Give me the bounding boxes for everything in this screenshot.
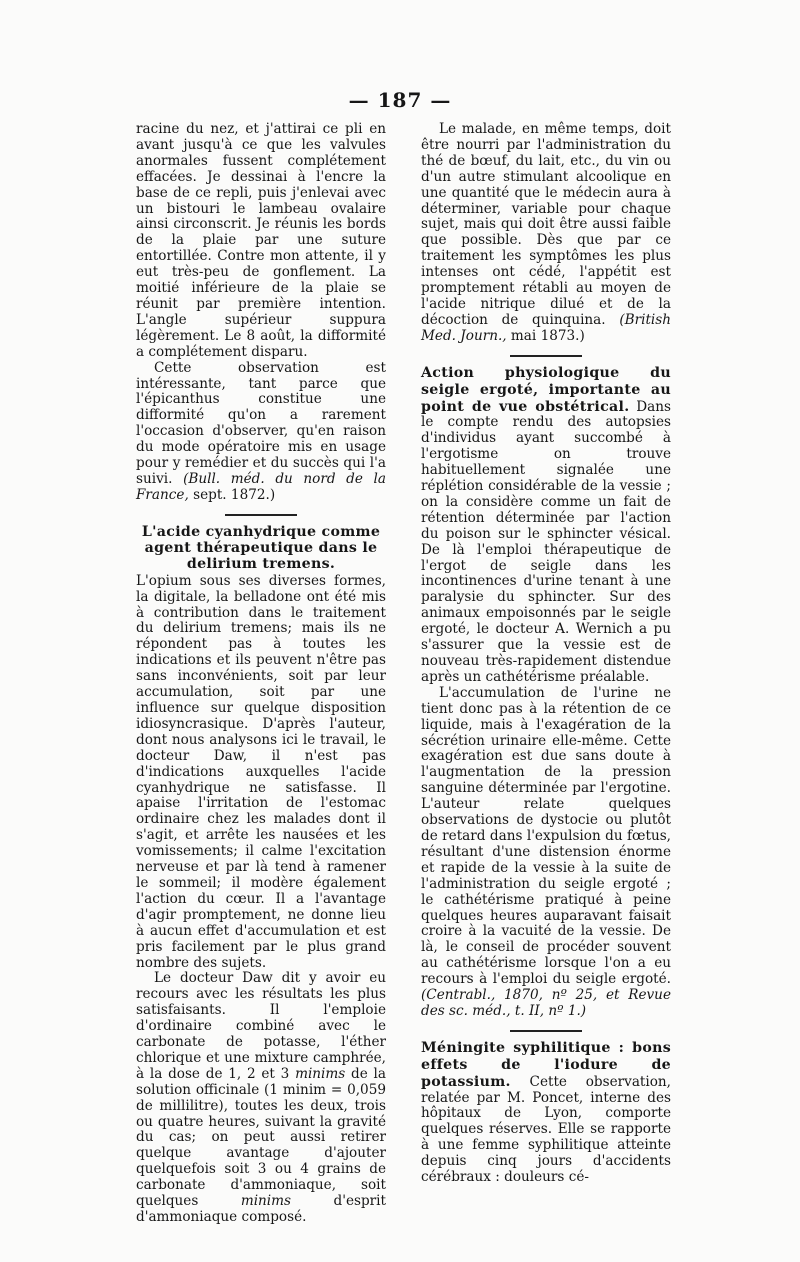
seigle-text: Dans le compte rendu des autopsies d'individus ayant succombé à l'ergotisme on trouve habituellement signalée une réplétion considérable de la vessie ; on la considère comme un fait de rétention déterminée par l'action du poison sur le sphincter vésical. De là l'emploi thérapeutique de l'ergot de seigle dans les incontinences d'urine tenant à une paralysie du sphincter. Sur des animaux empoisonnés par le seigle ergoté, le docteur A. Wernich a pu s'assurer que la vessie est de nouveau très-rapidement distendue après un cathétérisme préalable.	[421, 398, 671, 685]
meningite-text: Cette observation, relatée par M. Poncet, interne des hôpitaux de Lyon, comporte quelques réserves. Elle se rapporte à une femme syphilitique atteinte depuis cinq jours d'accidents cérébraux : douleurs cé-	[421, 1073, 671, 1186]
paragraph-observation-note	[136, 361, 386, 504]
paragraph-meningite	[421, 1040, 671, 1186]
paragraph-urine-accumulation	[421, 686, 671, 1020]
page-number: — 187 —	[348, 88, 452, 112]
paragraph-daw-dosage	[136, 971, 386, 1226]
dosage-text-b: de la solution officinale (1 minim = 0,059 de millilitre), toutes les deux, trois ou quatre heures, suivant la gravité du cas; on peut aussi retirer quelque avantage d'ajouter quelquefois soit 3 ou 4 grains de carbonate d'ammoniaque, soit quelques	[136, 1065, 386, 1210]
paragraph-opium-treatment: L'opium sous ses diverses formes, la digitale, la belladone ont été mis à contribution dans le traitement du delirium tremens; mais ils ne répondent pas à toutes les indications et ils peuvent n'être pas sans inconvénients, soit par leur accumulation, soit par une influence sur quelque disposition idiosyncrasique. D'après l'auteur, dont nous analysons ici le travail, le docteur Daw, il n'est pas d'indications auxquelles l'acide cyanhydrique ne satisfasse. Il apaise l'irritation de l'estomac ordinaire chez les malades dont il s'agit, et arrête les nausées et les vomissements; il calme l'excitation nerveuse et par là tend à ramener le sommeil; il modère également l'action du cœur. Il a l'avantage d'agir promptement, ne donne lieu à aucun effet d'accumulation et est pris facilement par le plus grand nombre des sujets.	[136, 572, 386, 971]
urine-text: L'accumulation de l'urine ne tient donc pas à la rétention de ce liquide, mais à l'exagération de la sécrétion urinaire elle-même. Cette exagération est due sans doute à l'augmentation de la pression sanguine déterminée par l'ergotine. L'auteur relate quelques observations de dystocie ou plutôt de retard dans l'expulsion du fœtus, résultant d'une distension énorme et rapide de la vessie à la suite de l'administration du seigle ergoté ; le cathétérisme pratiqué à peine quelques heures auparavant faisait croire à la vacuité de la vessie. De là, le conseil de procéder souvent au cathétérisme lorsque l'on a eu recours à l'emploi du seigle ergoté.	[421, 684, 671, 988]
observation-text: Cette observation est intéressante, tant parce que l'épicanthus constitue une difformité qu'on a rarement l'occasion d'observer, qu'en raison du mode opératoire mis en usage pour y remédier et du succès qui l'a suivi.	[136, 359, 386, 487]
section-heading-seigle-ergote: Action physiologique du seigle ergoté, importante au point de vue obstétrical.	[421, 364, 671, 415]
dosage-unit-minims: minims	[295, 1065, 346, 1082]
dosage-unit-minims-2: minims	[240, 1193, 292, 1210]
dosage-text-a: Le docteur Daw dit y avoir eu recours avec les résultats les plus satisfaisants. Il l'emploie d'ordinaire combiné avec le carbonate de potasse, l'éther chlorique et une mixture camphrée, à la dose de 1, 2 et 3	[136, 970, 386, 1082]
section-divider	[225, 514, 297, 516]
dosage-text-c: d'esprit d'ammoniaque composé.	[136, 1193, 386, 1225]
citation-british-med: (British Med. Journ.,	[421, 311, 671, 344]
section-heading-acide-cyanhydrique: L'acide cyanhydrique comme agent thérapeutique dans le delirium tremens.	[141, 523, 381, 572]
paragraph-patient-nutrition	[421, 122, 671, 345]
citation-centrabl: (Centrabl., 1870, nº 25, et Revue des sc. méd., t. II, nº 1.)	[421, 987, 671, 1019]
citation-bull-med: (Bull. méd. du nord de la France,	[136, 470, 386, 503]
right-column	[421, 122, 671, 1186]
paragraph-epicanthus-surgery: racine du nez, et j'attirai ce pli en avant jusqu'à ce que les valvules anormales fussent complétement effacées. Je dessinai à l'encre la base de ce repli, puis j'enlevai avec un bistouri le lambeau ovalaire ainsi circonscrit. Je réunis les bords de la plaie par une suture entortillée. Contre mon attente, il y eut très-peu de gonflement. La moitié inférieure de la plaie se réunit par première intention. L'angle supérieur suppura légèrement. Le 8 août, la difformité a complétement disparu.	[136, 121, 386, 360]
section-divider-2	[510, 355, 582, 357]
section-heading-meningite: Méningite syphilitique : bons effets de l'iodure de potassium.	[421, 1039, 671, 1090]
citation-date: sept. 1872.)	[193, 486, 276, 503]
citation-date-2: mai 1873.)	[510, 327, 585, 344]
nutrition-text: Le malade, en même temps, doit être nourri par l'administration du thé de bœuf, du lait, etc., du vin ou d'un autre stimulant alcoolique en une quantité que le médecin aura à déterminer, variable pour chaque sujet, mais qui doit être aussi faible que possible. Dès que par ce traitement les symptômes les plus intenses ont cédé, l'appétit est promptement rétabli au moyen de l'acide nitrique dilué et de la décoction de quinquina.	[421, 121, 671, 328]
left-column	[136, 122, 386, 1226]
section-divider-3	[510, 1030, 582, 1032]
paragraph-seigle-ergote	[421, 365, 671, 686]
